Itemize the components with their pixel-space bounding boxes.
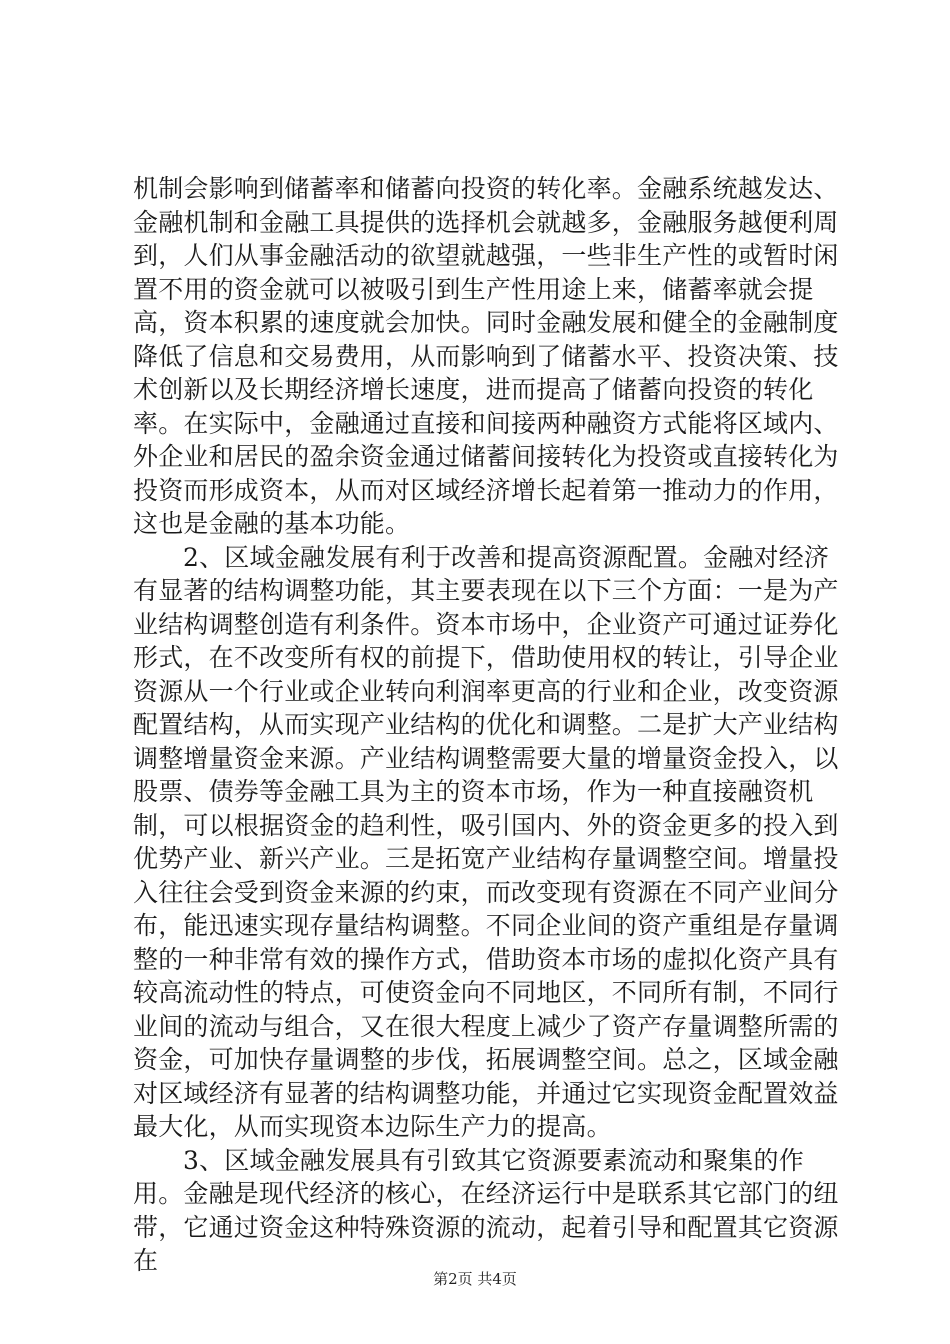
paragraph-resource-flow: 3、区域金融发展具有引致其它资源要素流动和聚集的作用。金融是现代经济的核心，在经济运行中是联系其它部门的纽带，它通过资金这种特殊资源的流动，起着引导和配置其它资源在 [133, 1145, 839, 1275]
paragraph-continued: 机制会影响到储蓄率和储蓄向投资的转化率。金融系统越发达、金融机制和金融工具提供的选择机会就越多，金融服务越便利周到，人们从事金融活动的欲望就越强，一些非生产性的或暂时闲置不用的资金就可以被吸引到生产性用途上来，储蓄率就会提高，资本积累的速度就会加快。同时金融发展和健全的金融制度降低了信息和交易费用，从而影响到了储蓄水平、投资决策、技术创新以及长期经济增长速度，进而提高了储蓄向投资的转化率。在实际中，金融通过直接和间接两种融资方式能将区域内、外企业和居民的盈余资金通过储蓄间接转化为投资或直接转化为投资而形成资本，从而对区域经济增长起着第一推动力的作用，这也是金融的基本功能。 [133, 174, 839, 538]
document-body [133, 172, 839, 1278]
paragraph-resource-allocation: 2、区域金融发展有利于改善和提高资源配置。金融对经济有显著的结构调整功能，其主要表现在以下三个方面：一是为产业结构调整创造有利条件。资本市场中，企业资产可通过证券化形式，在不改变所有权的前提下，借助使用权的转让，引导企业资源从一个行业或企业转向利润率更高的行业和企业，改变资源配置结构，从而实现产业结构的优化和调整。二是扩大产业结构调整增量资金来源。产业结构调整需要大量的增量资金投入，以股票、债券等金融工具为主的资本市场，作为一种直接融资机制，可以根据资金的趋利性，吸引国内、外的资金更多的投入到优势产业、新兴产业。三是拓宽产业结构存量调整空间。增量投入往往会受到资金来源的约束，而改变现有资源在不同产业间分布，能迅速实现存量结构调整。不同企业间的资产重组是存量调整的一种非常有效的操作方式，借助资本市场的虚拟化资产具有较高流动性的特点，可使资金向不同地区，不同所有制，不同行业间的流动与组合，又在很大程度上减少了资产存量调整所需的资金，可加快存量调整的步伐，拓展调整空间。总之，区域金融对区域经济有显著的结构调整功能，并通过它实现资金配置效益最大化，从而实现资本边际生产力的提高。 [133, 542, 839, 1141]
page-number-footer: 第2页 共4页 [433, 1270, 517, 1288]
